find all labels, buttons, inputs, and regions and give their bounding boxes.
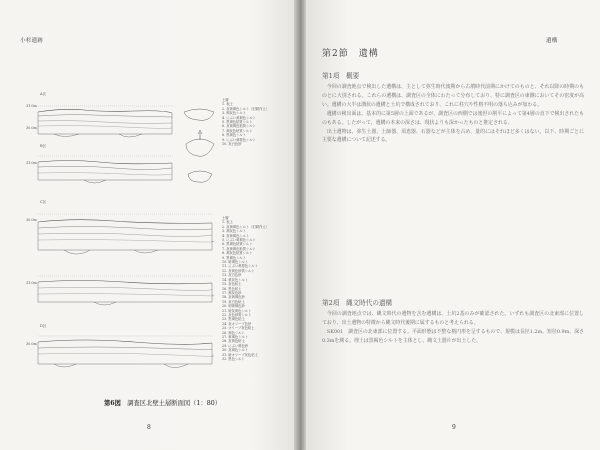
elevation-label-1: 31.0m: [26, 104, 37, 108]
section-label-d: D区: [40, 324, 47, 328]
legend-lower-item: 2. 灰黄褐色シルト（旧耕作土）: [222, 224, 269, 229]
legend-lower-item: 24. 灰オリーブ色砂: [222, 321, 252, 326]
legend-upper-item: 4. にぶい黄褐色シルト: [222, 115, 256, 120]
elevation-label-5: 31.0m: [26, 281, 37, 285]
legend-lower-item: 3. 褐灰色シルト: [222, 229, 246, 234]
paragraph: 出土遺物は、弥生土器、土師器、須恵器、石器などが主体を占め、量的にはそれほど多くはない。以下、時期ごとに主要な遺構について記述する。: [322, 128, 584, 144]
legend-lower-item: 21. 暗灰黄色シルト: [222, 308, 252, 313]
page-number-left: 8: [147, 424, 151, 431]
subsection-title-2: 第2項 縄文時代の遺構: [322, 299, 393, 307]
legend-upper-item: 1. 表土: [222, 102, 233, 107]
legend-lower-item: 15. 灰色粘土: [222, 282, 242, 287]
legend-lower-item: 27. 黄褐色シルト: [222, 334, 248, 339]
subsection-title-1: 第1項 概要: [322, 72, 360, 80]
legend-lower-title: 土層: [222, 216, 229, 220]
legend-lower-item: 28. 灰黄色粘土: [222, 339, 245, 344]
legend-upper-item: 3. 褐灰色シルト: [222, 111, 246, 116]
legend-lower-item: 25. オリーブ灰色粘土: [222, 326, 255, 331]
section-label-c: C区: [40, 200, 47, 204]
legend-lower-item: 17. 褐灰色砂: [222, 290, 242, 295]
legend-upper-item: 6. 灰黄褐色粘質シルト: [222, 124, 256, 129]
elevation-label-2: 30.0m: [26, 126, 37, 130]
legend-lower-item: 12. 灰黄色砂質シルト: [222, 268, 255, 273]
legend-upper-item: 5. 黒褐色粘質シルト: [222, 120, 253, 125]
page-number-right: 9: [452, 424, 456, 431]
legend-lower-item: 10. 暗褐色シルト: [222, 260, 248, 265]
section-title: 第2節 遺構: [322, 49, 379, 59]
book-gutter: [294, 0, 306, 450]
subsection-body-2: [322, 310, 584, 346]
section-label-a: A区: [40, 92, 47, 96]
legend-lower-item: 20. 明黄褐色砂: [222, 304, 245, 309]
legend-lower-item: 19. 灰白色粘土: [222, 299, 245, 304]
legend-lower-item: 32. 黒色シルト: [222, 357, 245, 361]
legend-upper-title: 土層: [222, 98, 229, 102]
figure-caption-text: 調査区北壁土層断面図（1：80）: [127, 400, 222, 407]
section-profile-4: [24, 270, 214, 318]
section-label-b: B区: [40, 144, 47, 148]
legend-lower-item: 30. 灰褐色シルト: [222, 348, 248, 353]
legend-lower-item: 26. 褐色シルト: [222, 330, 245, 335]
paragraph: SK001 調査区の北東部に位置する。平面形態は不整な楕円形を呈するもので、規模は長径1.2m、短径0.9m、深さ0.3mを測る。埋土は黒褐色シルトを主体とし、縄文土器片が出土した。: [322, 328, 584, 344]
elevation-label-3: 31.0m: [26, 161, 37, 165]
section-profile-1: [24, 98, 174, 146]
legend-upper-item: 8. 黒褐色シルト: [222, 133, 246, 138]
feature-plan-1: [180, 104, 220, 194]
legend-upper: [222, 98, 269, 146]
legend-lower-item: 29. にぶい褐色砂: [222, 343, 249, 348]
running-head-left: 小杉遺跡: [20, 38, 44, 44]
section-profile-2: [24, 150, 174, 190]
legend-lower-item: 6. 黒褐色粘質シルト: [222, 242, 253, 247]
legend-lower-item: 1. 表土: [222, 220, 233, 225]
subsection-body-1: [322, 83, 584, 145]
figure-caption: [104, 398, 221, 407]
legend-upper-item: 9. にぶい黄橙色シルト: [222, 137, 256, 142]
legend-lower-item: 16. 黒色粘土: [222, 286, 242, 291]
legend-lower-item: 23. 黒褐色粘土: [222, 317, 245, 322]
legend-upper-item: 7. 褐灰色粘質シルト: [222, 128, 253, 133]
legend-lower-item: 11. にぶい黄橙色シルト: [222, 264, 258, 269]
running-head-right: 遺構: [546, 38, 558, 44]
legend-lower: [222, 216, 269, 361]
paragraph: 今回の調査地点では、縄文時代の遺物を含む遺構は、土坑2基のみが確認された。いずれも調査区の北東部に位置しており、出土遺物の特徴から縄文時代後期に属するものと考えられる。: [322, 311, 584, 326]
legend-lower-item: 5. にぶい黄褐色シルト: [222, 238, 256, 243]
legend-lower-item: 8. 褐灰色粘質シルト: [222, 251, 253, 256]
legend-lower-item: 9. 黒褐色シルト: [222, 255, 246, 260]
legend-lower-item: 18. 灰黄褐色砂: [222, 295, 245, 300]
legend-upper-item: 2. 灰黄褐色シルト（旧耕作土）: [222, 106, 269, 111]
paragraph: 今回の調査地点で検出した遺構は、主として弥生時代後期から古墳時代前期にかけてのものと、それ以降の時期のものとに大別される。これらの遺構は、調査区の全体にわたって分布しており、特に調査区の東側においてその密度が高い。遺構の大半は溝状の遺構と土坑で構成されており、これに柱穴や性格不明の落ち込みが加わる。: [322, 84, 584, 108]
section-profile-3: [24, 206, 214, 268]
elevation-label-6: 30.0m: [26, 342, 37, 346]
elevation-label-4: 30.0m: [26, 218, 37, 222]
legend-lower-item: 14. 黄灰色シルト: [222, 277, 248, 282]
figure-caption-label: 第6図: [104, 400, 121, 407]
legend-lower-item: 7. 灰黄褐色粘質シルト: [222, 246, 256, 251]
legend-upper-item: 10. 灰白色砂: [222, 142, 242, 147]
legend-lower-item: 22. 灰色砂質シルト: [222, 312, 252, 317]
right-page: [304, 0, 600, 450]
paragraph: 遺構の検出面は、基本的に第5層の上面であるが、調査区の西側では後世の削平によって第4層の直下で検出されたものもある。したがって、遺構の本来の深さは、現状よりも深かったものと推定される。: [322, 110, 584, 126]
legend-lower-item: 13. 灰白色砂: [222, 273, 242, 278]
legend-lower-item: 31. 暗オリーブ灰色粘土: [222, 352, 258, 357]
section-profile-5: [24, 330, 214, 380]
legend-lower-item: 4. 灰黄褐色シルト: [222, 233, 250, 238]
